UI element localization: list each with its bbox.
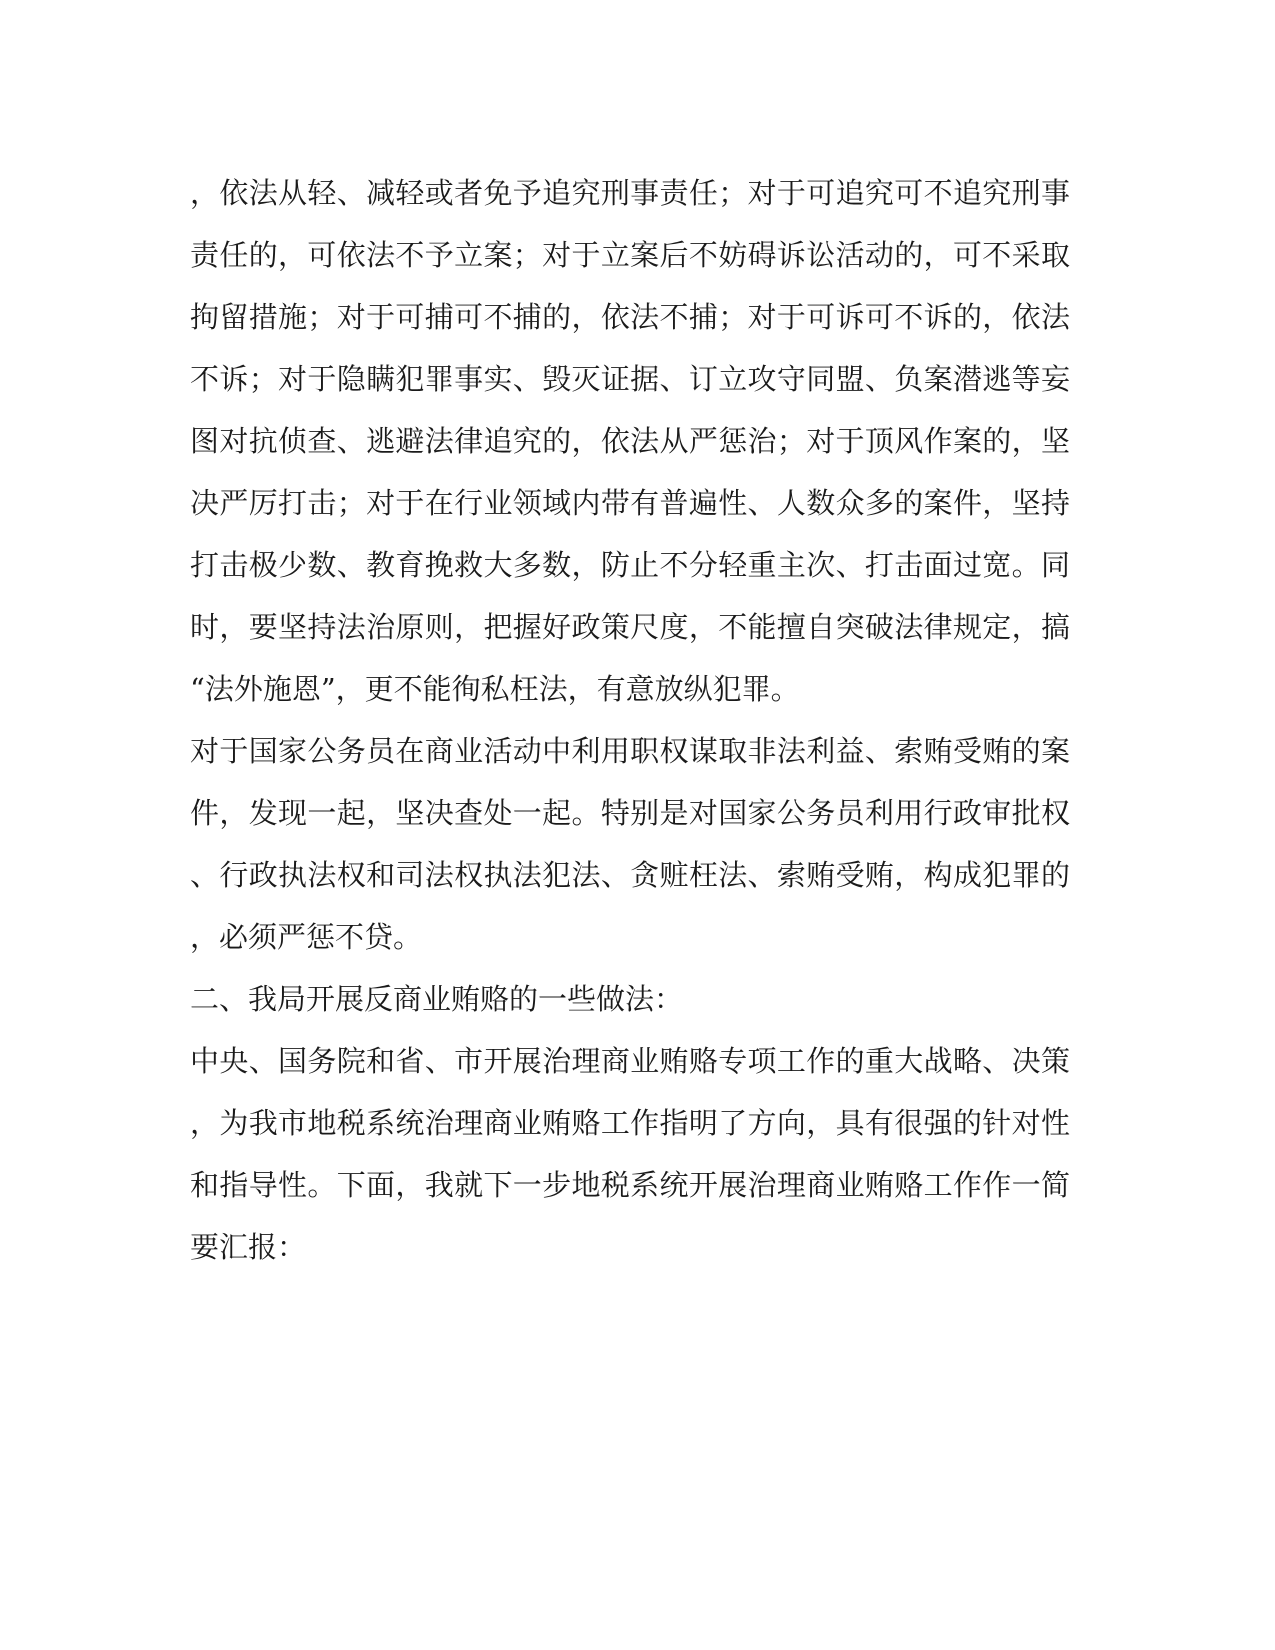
text-line: 时，要坚持法治原则，把握好政策尺度，不能擅自突破法律规定，搞 bbox=[190, 610, 1070, 644]
text-line: ，为我市地税系统治理商业贿赂工作指明了方向，具有很强的针对性 bbox=[190, 1106, 1070, 1140]
text-line: 要汇报： bbox=[190, 1230, 307, 1264]
text-line: 对于国家公务员在商业活动中利用职权谋取非法利益、索贿受贿的案 bbox=[190, 734, 1070, 768]
text-line: 不诉；对于隐瞒犯罪事实、毁灭证据、订立攻守同盟、负案潜逃等妄 bbox=[190, 362, 1070, 396]
text-line: 和指导性。下面，我就下一步地税系统开展治理商业贿赂工作作一简 bbox=[190, 1168, 1070, 1202]
body-text bbox=[190, 162, 1070, 1278]
section-heading: 二、我局开展反商业贿赂的一些做法： bbox=[190, 982, 684, 1016]
text-line: ，依法从轻、减轻或者免予追究刑事责任；对于可追究可不追究刑事 bbox=[190, 176, 1070, 210]
text-line: 图对抗侦查、逃避法律追究的，依法从严惩治；对于顶风作案的，坚 bbox=[190, 424, 1070, 458]
text-line: 责任的，可依法不予立案；对于立案后不妨碍诉讼活动的，可不采取 bbox=[190, 238, 1070, 272]
text-line: “法外施恩”，更不能徇私枉法，有意放纵犯罪。 bbox=[190, 672, 800, 706]
text-line: 件，发现一起，坚决查处一起。特别是对国家公务员利用行政审批权 bbox=[190, 796, 1070, 830]
text-line: ，必须严惩不贷。 bbox=[190, 920, 423, 954]
text-line: 决严厉打击；对于在行业领域内带有普遍性、人数众多的案件，坚持 bbox=[190, 486, 1070, 520]
text-line: 、行政执法权和司法权执法犯法、贪赃枉法、索贿受贿，构成犯罪的 bbox=[190, 858, 1070, 892]
text-line: 中央、国务院和省、市开展治理商业贿赂专项工作的重大战略、决策 bbox=[190, 1044, 1070, 1078]
text-line: 打击极少数、教育挽救大多数，防止不分轻重主次、打击面过宽。同 bbox=[190, 548, 1070, 582]
text-line: 拘留措施；对于可捕可不捕的，依法不捕；对于可诉可不诉的，依法 bbox=[190, 300, 1070, 334]
